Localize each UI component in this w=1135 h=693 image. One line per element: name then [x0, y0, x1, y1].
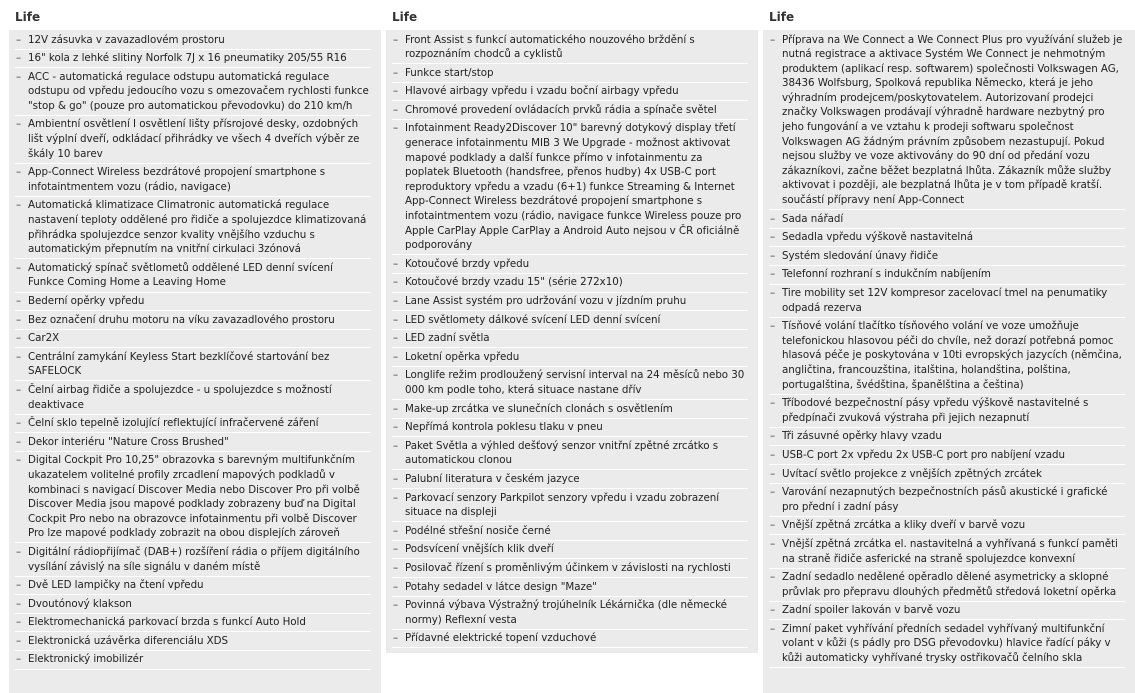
equipment-list-item: – App-Connect Wireless bezdrátové propojení smartphone s infotaintmentem vozu (rádio, navigace) — [15, 164, 371, 197]
equipment-column-2 — [386, 0, 758, 693]
equipment-list-item: – Hlavové airbagy vpředu i vzadu boční airbagy vpředu — [392, 83, 748, 102]
equipment-list-item: – Povinná výbava Výstražný trojúhelník Lékárnička (dle německé normy) Reflexní vesta — [392, 597, 748, 630]
equipment-list-item: – 16" kola z lehké slitiny Norfolk 7J x 16 pneumatiky 205/55 R16 — [15, 50, 371, 69]
equipment-list-item: – LED světlomety dálkové svícení LED denní svícení — [392, 311, 748, 330]
equipment-list-item: – Elektromechanická parkovací brzda s funkcí Auto Hold — [15, 614, 371, 633]
equipment-list-item: – Vnější zpětná zrcátka a kliky dveří v barvě vozu — [769, 517, 1125, 536]
equipment-list-item: – Chromové provedení ovládacích prvků rádia a spínače světel — [392, 101, 748, 120]
equipment-list-item: – Bez označení druhu motoru na víku zavazadlového prostoru — [15, 311, 371, 330]
equipment-list-item: – Parkovací senzory Parkpilot senzory vpředu i vzadu zobrazení situace na displeji — [392, 489, 748, 522]
equipment-list-item: – Dvoutónový klakson — [15, 595, 371, 614]
equipment-list-item: – Tři zásuvné opěrky hlavy vzadu — [769, 428, 1125, 447]
equipment-list — [392, 31, 748, 648]
equipment-list-item: – Nepřímá kontrola poklesu tlaku v pneu — [392, 419, 748, 438]
equipment-list-item: – Paket Světla a výhled dešťový senzor vnitřní zpětné zrcátko s automatickou clonou — [392, 437, 748, 470]
column-title: Life — [392, 10, 418, 24]
equipment-list-box — [763, 30, 1135, 693]
equipment-list-item: – Podélné střešní nosiče černé — [392, 522, 748, 541]
equipment-list-item: – Front Assist s funkcí automatického nouzového brždění s rozpoznáním chodců a cyklistů — [392, 31, 748, 64]
equipment-list-item: – Kotoučové brzdy vpředu — [392, 255, 748, 274]
equipment-list-item: – Automatická klimatizace Climatronic automatická regulace nastavení teploty oddělené pro řidiče a spolujezdce klimatizovaná přihrádka spolujezdce senzor kvality vnějšího vzduchu s automatickým přepnutím na vnitřní cirkulaci 3zónová — [15, 197, 371, 259]
equipment-list-item: – Čelní airbag řidiče a spolujezdce - u spolujezdce s možností deaktivace — [15, 381, 371, 414]
equipment-list-item: – Čelní sklo tepelně izolující reflektující infračervené záření — [15, 415, 371, 434]
equipment-list-item: – Longlife režim prodloužený servisní interval na 24 měsíců nebo 30 000 km podle toho, která situace nastane dřív — [392, 367, 748, 400]
equipment-list-item: – Elektronická uzávěrka diferenciálu XDS — [15, 632, 371, 651]
equipment-list-item: – Zadní spoiler lakován v barvě vozu — [769, 602, 1125, 621]
equipment-list-item: – Uvítací světlo projekce z vnějších zpětných zrcátek — [769, 465, 1125, 484]
equipment-list-item: – Bederní opěrky vpředu — [15, 293, 371, 312]
equipment-list — [769, 31, 1125, 668]
equipment-list-item: – Digital Cockpit Pro 10,25" obrazovka s barevným multifunkčním ukazatelem volitelné profily zrcadlení mapových podkladů v kombinaci s navigací Discover Media nebo Discover Pro při volbě Discover Media jsou mapové podklady zobrazeny buď na Digital Cockpit Pro nebo na obrazovce infotainmentu při volbě Discover Pro lze mapové podklady zobrazit na obou displejích zároveň — [15, 452, 371, 544]
equipment-list-item: – Systém sledování únavy řidiče — [769, 247, 1125, 266]
equipment-list-item: – Telefonní rozhraní s indukčním nabíjením — [769, 266, 1125, 285]
equipment-list-box — [386, 30, 758, 653]
equipment-list-item: – Dekor interiéru "Nature Cross Brushed" — [15, 433, 371, 452]
equipment-list-item: – Tříbodové bezpečnostní pásy vpředu výškově nastavitelné s předpínači zvuková výstraha při jejich nezapnutí — [769, 395, 1125, 428]
equipment-list-item: – Potahy sedadel v látce design "Maze" — [392, 578, 748, 597]
equipment-list-item: – Funkce start/stop — [392, 64, 748, 83]
equipment-list-item: – Make-up zrcátka ve slunečních clonách s osvětlením — [392, 400, 748, 419]
equipment-list-box — [9, 30, 381, 693]
equipment-list-item: – Loketní opěrka vpředu — [392, 348, 748, 367]
equipment-list — [15, 31, 371, 670]
equipment-list-item: – Sedadla vpředu výškově nastavitelná — [769, 229, 1125, 248]
equipment-list-item: – Sada nářadí — [769, 210, 1125, 229]
equipment-list-item: – Digitální rádiopřijímač (DAB+) rozšíření rádia o příjem digitálního vysílání závislý na síle signálu v daném místě — [15, 543, 371, 576]
equipment-list-item: – Kotoučové brzdy vzadu 15" (série 272x10) — [392, 274, 748, 293]
equipment-list-item: – Vnější zpětná zrcátka el. nastavitelná a vyhřívaná s funkcí paměti na straně řidiče asferické na straně spolujezdce konvexní — [769, 535, 1125, 568]
equipment-list-item: – Varování nezapnutých bezpečnostních pásů akustické i grafické pro přední i zadní pásy — [769, 484, 1125, 517]
equipment-list-item: – Palubní literatura v českém jazyce — [392, 470, 748, 489]
equipment-list-item: – Infotainment Ready2Discover 10" barevný dotykový display třetí generace infotainmentu MIB 3 We Upgrade - možnost aktivovat mapové podklady a další funkce přímo v infotainmentu za poplatek Bluetooth (handsfree, přenos hudby) 4x USB-C port reproduktory vpředu a vzadu (6+1) funkce Streaming & Internet App-Connect Wireless bezdrátové propojení smartphone s infotaintmentem vozu (rádio, navigace funkce Wireless pouze pro Apple CarPlay Apple CarPlay a Android Auto nejsou v ČR oficiálně podporovány — [392, 120, 748, 255]
equipment-list-item: – Automatický spínač světlometů oddělené LED denní svícení Funkce Coming Home a Leaving Home — [15, 259, 371, 292]
equipment-list-item: – Zadní sedadlo nedělené opěradlo dělené asymetricky a sklopné průvlak pro přepravu dlouhých předmětů středová loketní opěrka — [769, 569, 1125, 602]
equipment-list-item: – Elektronický imobilizér — [15, 651, 371, 670]
equipment-list-item: – Tire mobility set 12V kompresor zacelovací tmel na penumatiky odpadá rezerva — [769, 285, 1125, 318]
equipment-list-item: – Car2X — [15, 330, 371, 349]
equipment-column-1 — [9, 0, 381, 693]
equipment-list-item: – USB-C port 2x vpředu 2x USB-C port pro nabíjení vzadu — [769, 446, 1125, 465]
column-title: Life — [769, 10, 795, 24]
equipment-column-3 — [763, 0, 1135, 693]
equipment-list-item: – Příprava na We Connect a We Connect Plus pro využívání služeb je nutná registrace a aktivace Systém We Connect je nehmotným produktem (aplikací resp. softwarem) společnosti Volkswagen AG, 38436 Wolfsburg, Spolková republika Německo, která je jeho výhradním prodejcem/poskytovatelem. Autorizovaní prodejci značky Volkswagen prodávají výhradně hardware nezbytný pro jeho fungování a ve vztahu k prodeji softwaru společnost Volkswagen AG žádným právním způsobem nezastupují. Pokud nejsou služby ve voze aktivovány do 90 dní od předání vozu zákazníkovi, začne běžet bezplatná lhůta. Zákazník může služby aktivovat i později, ale bezplatná lhůta je v tom případě kratší. součástí přípravy není App-Connect — [769, 31, 1125, 210]
equipment-list-item: – Ambientní osvětlení I osvětlení lišty přísrojové desky, ozdobných lišt výplní dveří, odkládací přihrádky ve všech 4 dveřích výběr ze škály 10 barev — [15, 116, 371, 164]
equipment-list-item: – Podsvícení vnějších klik dveří — [392, 541, 748, 560]
equipment-list-item: – 12V zásuvka v zavazadlovém prostoru — [15, 31, 371, 50]
equipment-list-item: – LED zadní světla — [392, 330, 748, 349]
equipment-list-item: – Přídavné elektrické topení vzduchové — [392, 630, 748, 649]
equipment-list-item: – Tísňové volání tlačítko tísňového volání ve voze umožňuje telefonickou hlasovou péči do chvíle, než dorazí potřebná pomoc hlasová péče je poskytována v 10ti evropských jazycích (němčina, angličtina, francouzština, italština, holandština, polština, portugalština, švédština, španělština a čeština) — [769, 318, 1125, 395]
equipment-list-item: – Lane Assist systém pro udržování vozu v jízdním pruhu — [392, 293, 748, 312]
equipment-list-item: – Zimní paket vyhřívání předních sedadel vyhřívaný multifunkční volant v kůži (s pádly pro DSG převodovku) hlavice řadící páky v kůži automaticky vyhřívané trysky ostřikovačů čelního skla — [769, 620, 1125, 668]
equipment-list-item: – Dvě LED lampičky na čtení vpředu — [15, 577, 371, 596]
equipment-list-item: – Centrální zamykání Keyless Start bezklíčové startování bez SAFELOCK — [15, 348, 371, 381]
column-title: Life — [15, 10, 41, 24]
equipment-list-item: – ACC - automatická regulace odstupu automatická regulace odstupu od vpředu jedoucího vozu s omezovačem rychlosti funkce "stop & go" (pouze pro automatickou převodovku) do 210 km/h — [15, 68, 371, 116]
equipment-list-item: – Posilovač řízení s proměnlivým účinkem v závislosti na rychlosti — [392, 559, 748, 578]
